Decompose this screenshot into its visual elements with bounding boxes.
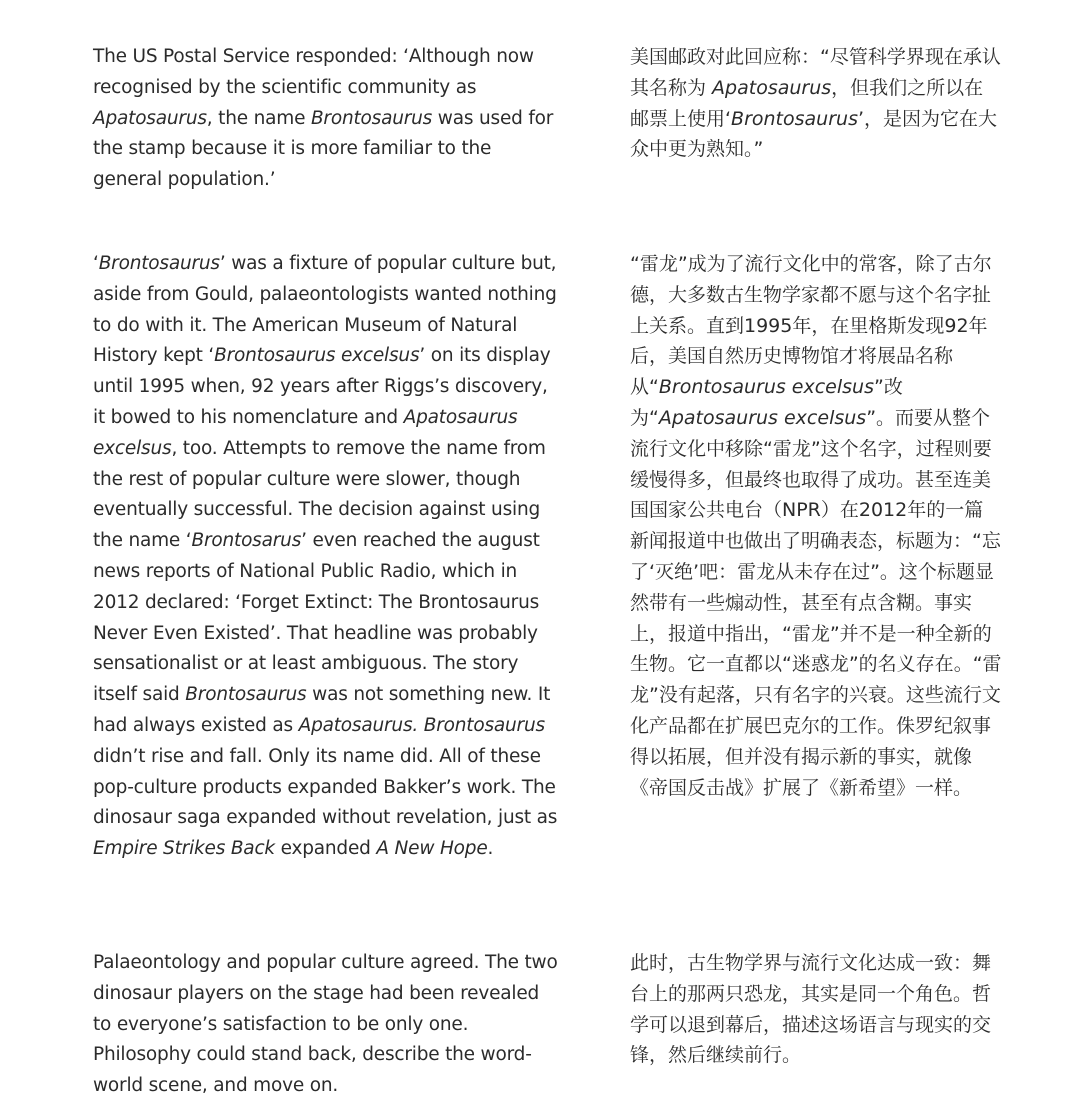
- en-text: didn’t rise and fall. Only its name did. All of these pop-culture products expanded Bakker’s work. The dinosaur saga expanded without revelation, just as: [93, 745, 558, 829]
- en-italic-term: Empire Strikes Back: [93, 838, 275, 860]
- zh-text: ”改为“: [630, 376, 903, 429]
- en-text: expanded: [274, 838, 377, 860]
- en-text: ‘: [93, 253, 99, 274]
- zh-text: ，但我们之所以在邮票上使用‘: [630, 76, 984, 130]
- zh-italic-term: Brontosaurus excelsus: [658, 376, 874, 399]
- en-text: was used for the stamp because it is more familiar to the general population.’: [93, 107, 554, 191]
- en-text: ’ even reached the august news reports of National Public Radio, which in 2012 declared: ‘Forget Extinct: The Brontosaurus Never Even Existed’. That headline was probably sensationalist or at least ambiguous. The story itself said: [93, 530, 540, 706]
- en-text: , the name: [206, 107, 311, 129]
- en-italic-term: Apatosaurus excelsus: [93, 406, 518, 459]
- zh-italic-term: Brontosaurus: [731, 107, 858, 130]
- chinese-paragraph: [630, 249, 1002, 803]
- zh-text: 美国邮政对此回应称：“尽管科学界现在承认其名称为: [630, 46, 1001, 99]
- en-text: ’ was a fixture of popular culture but, aside from Gould, palaeontologists wanted nothing to do with it. The American Museum of Natural History kept ‘: [93, 253, 557, 367]
- en-italic-term: Apatosaurus. Brontosaurus: [298, 714, 545, 736]
- chinese-paragraph: [630, 42, 1002, 165]
- zh-italic-term: Apatosaurus excelsus: [658, 406, 867, 429]
- en-italic-term: Brontosaurus: [310, 107, 433, 129]
- english-paragraph: [93, 42, 561, 196]
- en-italic-term: Brontosaurus excelsus: [214, 345, 420, 367]
- english-paragraph: [93, 948, 561, 1102]
- en-italic-term: Brontosaurus: [98, 253, 220, 274]
- zh-text: “雷龙”成为了流行文化中的常客，除了古尔德，大多数古生物学家都不愿与这个名字扯上关系。直到1995年，在里格斯发现92年后，美国自然历史博物馆才将展品名称从“: [630, 253, 992, 399]
- en-text: .: [487, 838, 494, 860]
- zh-text: ”。而要从整个流行文化中移除“雷龙”这个名字，过程则要缓慢得多，但最终也取得了成功。甚至连美国国家公共电台（NPR）在2012年的一篇新闻报道中也做出了明确表态，标题为：“忘了‘灭绝’吧：雷龙从未存在过”。这个标题显然带有一些煽动性，甚至有点含糊。事实上，报道中指出，“雷龙”并不是一种全新的生物。它一直都以“迷惑龙”的名义存在。“雷龙”没有起落，只有名字的兴衰。这些流行文化产品都在扩展巴克尔的工作。侏罗纪叙事得以拓展，但并没有揭示新的事实，就像《帝国反击战》扩展了《新希望》一样。: [630, 406, 1002, 799]
- en-italic-term: Brontosarus: [191, 530, 302, 552]
- en-text: ’ on its display until 1995 when, 92 years after Riggs’s discovery, it bowed to his nomenclature and: [93, 345, 551, 428]
- chinese-paragraph: [630, 948, 1002, 1071]
- en-text: Palaeontology and popular culture agreed. The two dinosaur players on the stage had been revealed to everyone’s satisfaction to be only one. Philosophy could stand back, describe the word-world scene, and move on.: [93, 952, 558, 1097]
- en-italic-term: Brontosaurus: [185, 684, 307, 706]
- zh-italic-term: Apatosaurus: [712, 76, 832, 99]
- zh-text: 此时，古生物学界与流行文化达成一致：舞台上的那两只恐龙，其实是同一个角色。哲学可以退到幕后，描述这场语言与现实的交锋，然后继续前行。: [630, 952, 992, 1067]
- en-text: The US Postal Service responded: ‘Although now recognised by the scientific community as: [93, 46, 534, 98]
- en-text: , too. Attempts to remove the name from the rest of popular culture were slower, though eventually successful. The decision against using the name ‘: [93, 437, 546, 552]
- en-italic-term: A New Hope: [376, 838, 488, 860]
- en-text: was not something new. It had always existed as: [93, 684, 551, 736]
- zh-text: ’，是因为它在大众中更为熟知。”: [630, 107, 998, 161]
- en-italic-term: Apatosaurus: [93, 107, 207, 129]
- english-paragraph: [93, 249, 561, 865]
